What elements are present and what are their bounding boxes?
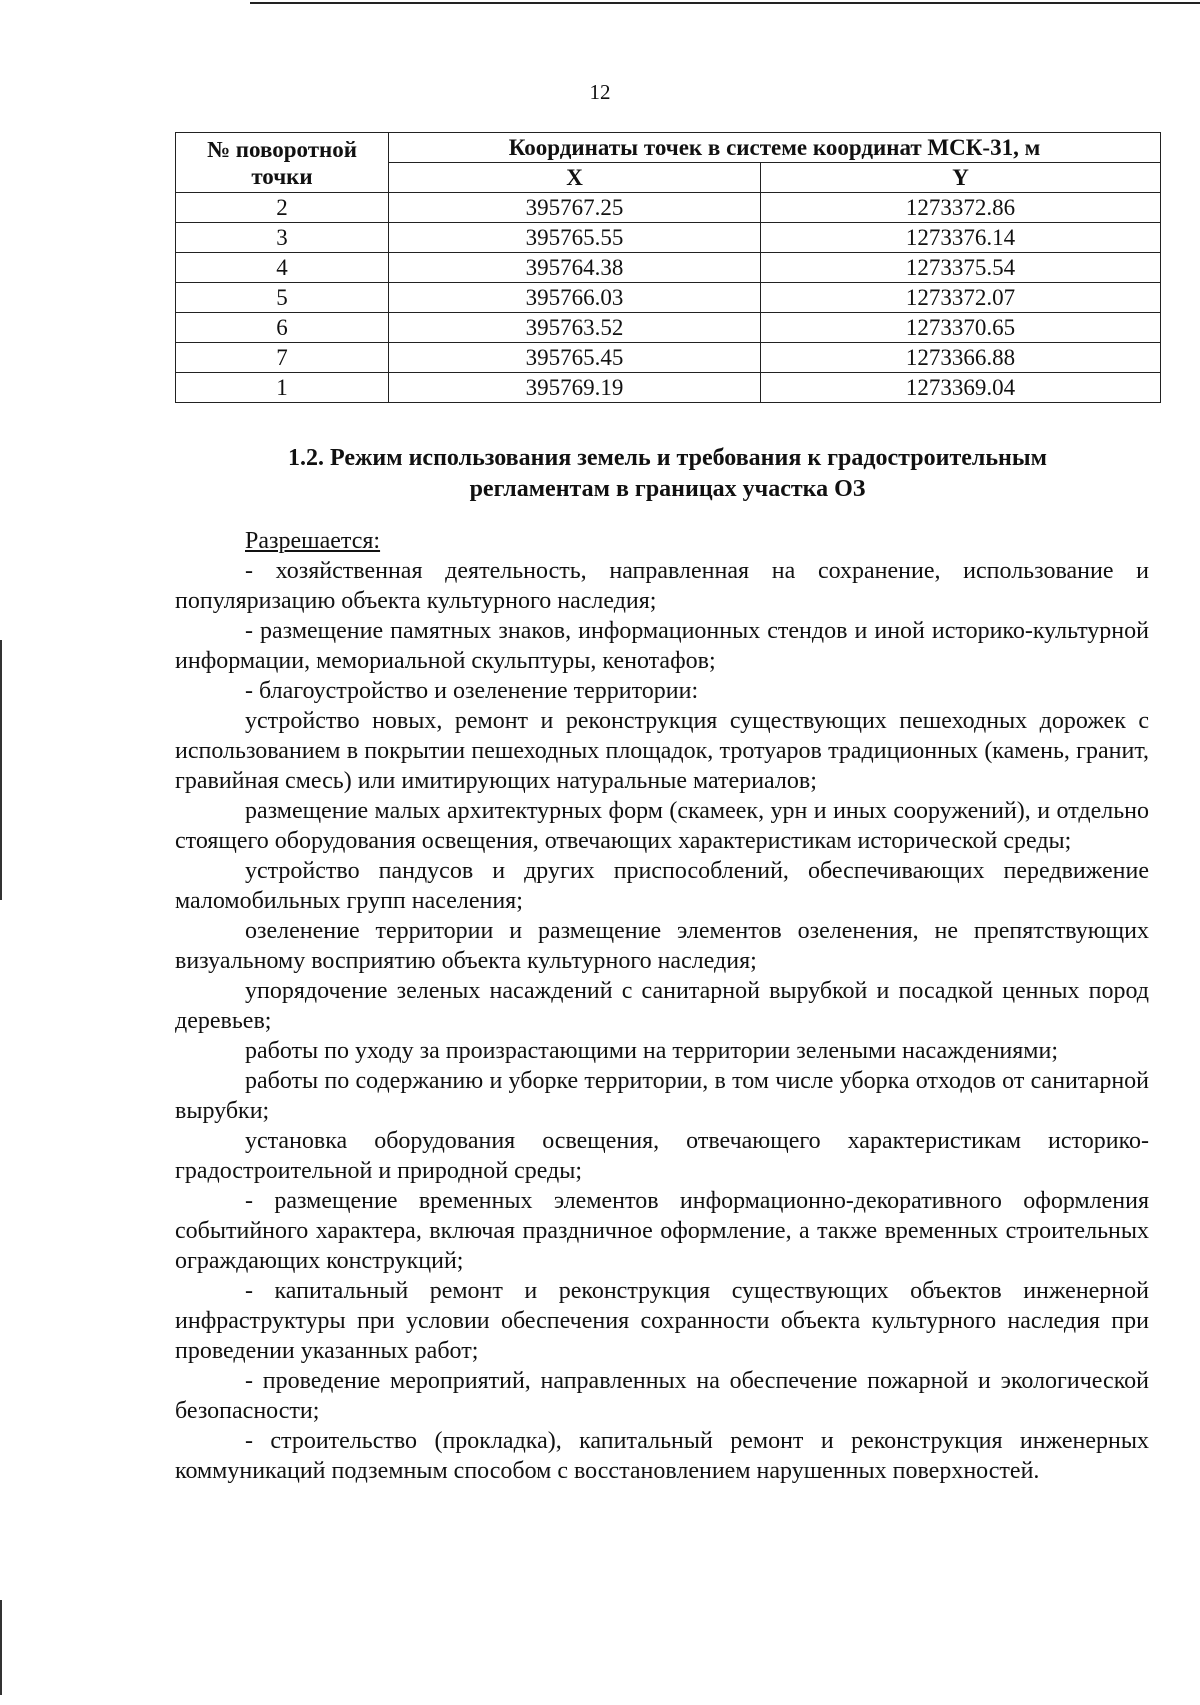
table-row [176, 253, 1161, 283]
allowed-label: Разрешается: [245, 528, 381, 554]
header-y: Y [761, 163, 1161, 193]
table-row [176, 313, 1161, 343]
point-number-cell: 6 [176, 313, 389, 343]
header-x: X [389, 163, 761, 193]
paragraph: - строительство (прокладка), капитальный ремонт и реконструкция инженерных коммуникаций подземным способом с восстановлением нарушенных поверхностей. [175, 1428, 1149, 1484]
point-number-cell: 2 [176, 193, 389, 223]
paragraph: устройство пандусов и других приспособлений, обеспечивающих передвижение маломобильных групп населения; [175, 858, 1149, 914]
paragraph: озеленение территории и размещение элементов озеленения, не препятствующих визуальному восприятию объекта культурного наследия; [175, 918, 1149, 974]
paragraph: - хозяйственная деятельность, направленная на сохранение, использование и популяризацию объекта культурного наследия; [175, 558, 1149, 614]
paragraph: - капитальный ремонт и реконструкция существующих объектов инженерной инфраструктуры при условии обеспечения сохранности объекта культурного наследия при проведении указанных работ; [175, 1278, 1149, 1364]
x-cell: 395765.45 [389, 343, 761, 373]
table-row [176, 373, 1161, 403]
x-cell: 395765.55 [389, 223, 761, 253]
paragraph: установка оборудования освещения, отвечающего характеристикам историко-градостроительной и природной среды; [175, 1128, 1149, 1184]
point-number-cell: 1 [176, 373, 389, 403]
paragraph: упорядочение зеленых насаждений с санитарной вырубкой и посадкой ценных пород деревьев; [175, 978, 1149, 1034]
allowed-heading [175, 526, 1149, 556]
point-number-cell: 4 [176, 253, 389, 283]
paragraph: работы по содержанию и уборке территории, в том числе уборка отходов от санитарной вырубки; [175, 1068, 1149, 1124]
coordinates-table [175, 132, 1161, 403]
paragraph: - благоустройство и озеленение территории: [245, 678, 699, 704]
point-number-cell: 7 [176, 343, 389, 373]
x-cell: 395763.52 [389, 313, 761, 343]
table-row [176, 223, 1161, 253]
scan-edge-mark [0, 1600, 2, 1695]
y-cell: 1273372.07 [761, 283, 1161, 313]
y-cell: 1273369.04 [761, 373, 1161, 403]
top-border-line [250, 2, 1200, 4]
y-cell: 1273372.86 [761, 193, 1161, 223]
section-title-line: регламентам в границах участка ОЗ [469, 476, 866, 502]
y-cell: 1273370.65 [761, 313, 1161, 343]
x-cell: 395769.19 [389, 373, 761, 403]
header-coordinates: Координаты точек в системе координат МСК-31, м [389, 133, 1161, 163]
table-row [176, 193, 1161, 223]
paragraph: - размещение памятных знаков, информационных стендов и иной историко-культурной информации, мемориальной скульптуры, кенотафов; [175, 618, 1149, 674]
paragraph: - размещение временных элементов информационно-декоративного оформления событийного характера, включая праздничное оформление, а также временных строительных ограждающих конструкций; [175, 1188, 1149, 1274]
body-text [175, 526, 1149, 1486]
point-number-cell: 5 [176, 283, 389, 313]
paragraph: работы по уходу за произрастающими на территории зелеными насаждениями; [245, 1038, 1058, 1064]
point-number-cell: 3 [176, 223, 389, 253]
section-title [175, 443, 1160, 505]
y-cell: 1273366.88 [761, 343, 1161, 373]
page-number: 12 [589, 80, 611, 104]
y-cell: 1273376.14 [761, 223, 1161, 253]
table-row [176, 283, 1161, 313]
paragraph: - проведение мероприятий, направленных на обеспечение пожарной и экологической безопасности; [175, 1368, 1149, 1424]
header-point-number: № поворотной точки [176, 133, 389, 193]
paragraph: размещение малых архитектурных форм (скамеек, урн и иных сооружений), и отдельно стоящего оборудования освещения, отвечающих характеристикам исторической среды; [175, 798, 1149, 854]
scan-edge-mark [0, 640, 2, 900]
section-title-line: 1.2. Режим использования земель и требования к градостроительным [288, 445, 1047, 471]
x-cell: 395767.25 [389, 193, 761, 223]
y-cell: 1273375.54 [761, 253, 1161, 283]
x-cell: 395766.03 [389, 283, 761, 313]
table-row [176, 343, 1161, 373]
paragraph: устройство новых, ремонт и реконструкция существующих пешеходных дорожек с использованием в покрытии пешеходных площадок, тротуаров традиционных (камень, гранит, гравийная смесь) или имитирующих натуральные материалов; [175, 708, 1149, 794]
x-cell: 395764.38 [389, 253, 761, 283]
